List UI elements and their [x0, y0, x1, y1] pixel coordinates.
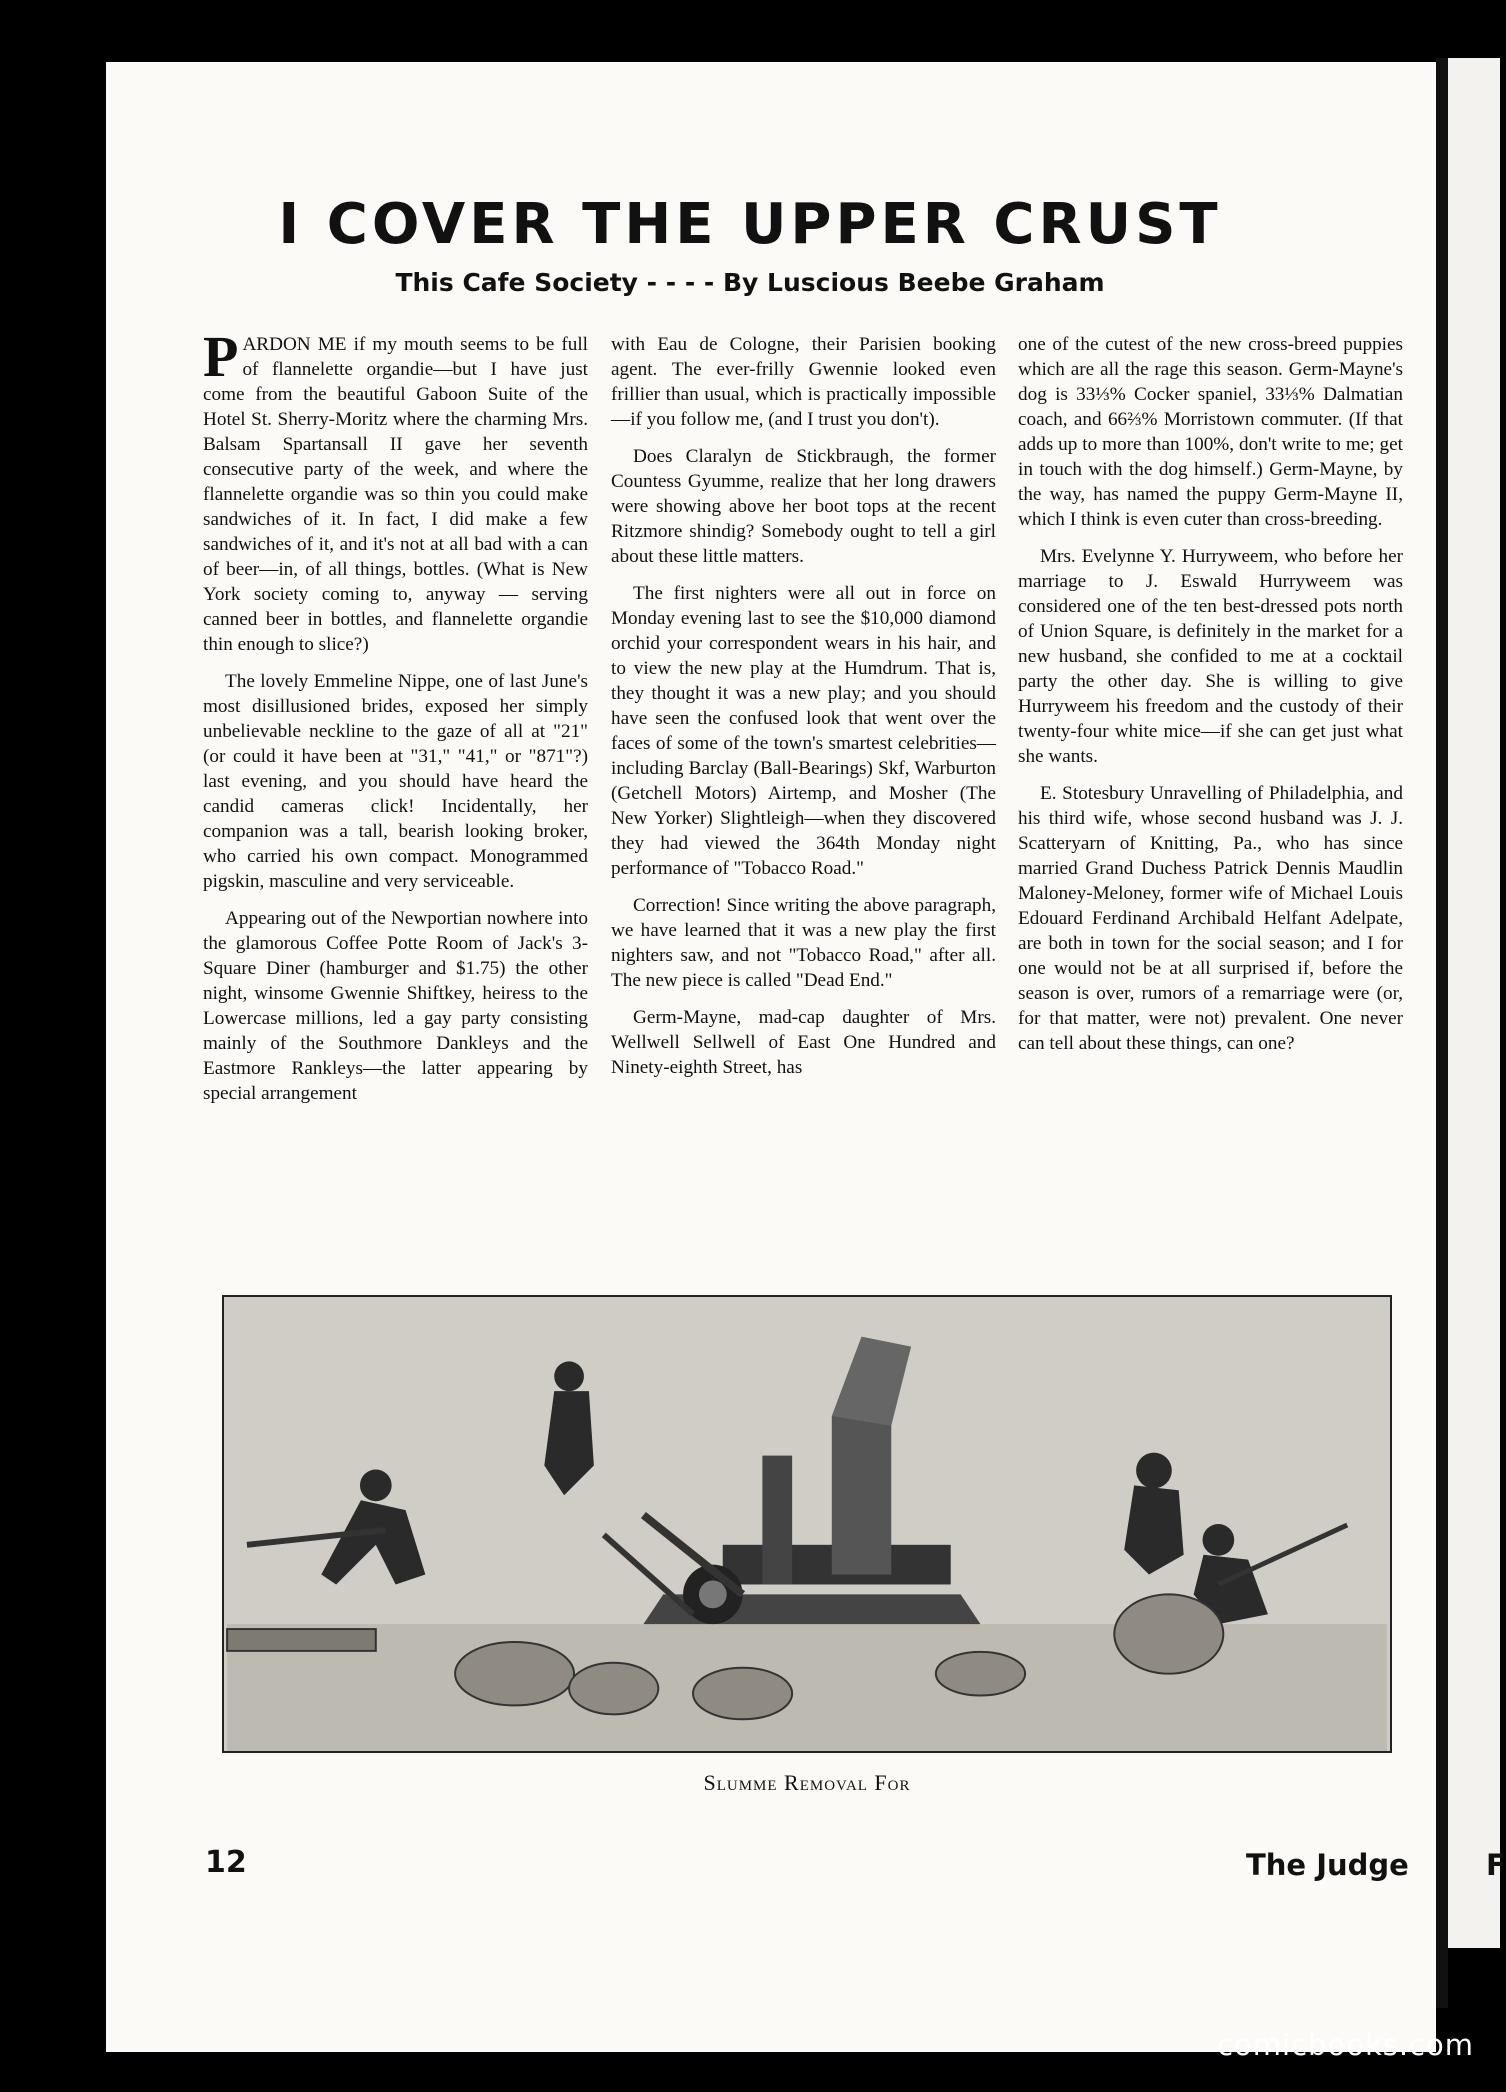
paragraph: Appearing out of the Newportian nowhere into the glamorous Coffee Potte Room of Jack's 3-Square Diner (hamburger and $1.75) the other night, winsome Gwennie Shiftkey, heiress to the Lowercase millions, led a gay party consisting mainly of the Southmore Dankleys and the Eastmore Rankleys—the latter appearing by special arrangement — [203, 908, 588, 1104]
text-column-2 — [611, 332, 996, 1092]
article-subtitle: This Cafe Society - - - - By Luscious Beebe Graham — [395, 268, 1105, 297]
article-title: I COVER THE UPPER CRUST — [278, 192, 1222, 257]
facing-page-edge — [1448, 58, 1500, 1948]
drop-cap: P — [203, 324, 239, 389]
magazine-name: The Judge — [1246, 1848, 1409, 1882]
watermark: comicbooks.com — [1217, 2028, 1474, 2062]
cartoon-drawing — [224, 1297, 1390, 1751]
paragraph: The first nighters were all out in force on Monday evening last to see the $10,000 diamond orchid your correspondent wears in his hair, and to view the new play at the Humdrum. That is, they thought it was a new play; and you should have seen the confused look that went over the faces of some of the town's smartest celebrities—including Barclay (Ball-Bearings) Skf, Warburton (Getchell Motors) Airtemp, and Mosher (The New Yorker) Slightleigh—when they discovered they had viewed the 364th Monday night performance of "Tobacco Road." — [611, 583, 996, 879]
page-spine — [1436, 58, 1448, 2008]
paragraph: E. Stotesbury Unravelling of Philadelphia, and his third wife, whose second husband was J. J. Scatteryarn of Knitting, Pa., who has since married Grand Duchess Patrick Dennis Maudlin Maloney-Meloney, former wife of Michael Louis Edouard Ferdinand Archibald Helfant Adelpate, are both in town for the social season; and I for one would not be at all surprised if, before the season is over, rumors of a remarriage were (or, for that matter, were not) prevalent. One never can tell about these things, can one? — [1018, 783, 1403, 1054]
cartoon-illustration — [222, 1295, 1392, 1753]
paragraph: The lovely Emmeline Nippe, one of last June's most disillusioned brides, exposed her simply unbelievable neckline to the gaze of all at "21" (or could it have been at "31," "41," or "871"?) last evening, and you should have heard the candid cameras click! Incidentally, her companion was a tall, bearish looking broker, who carried his own compact. Monogrammed pigskin, masculine and very serviceable. — [203, 671, 588, 892]
text-column-3 — [1018, 332, 1403, 1068]
paragraph: PARDON ME if my mouth seems to be full of flannelette organdie—but I have just come from the beautiful Gaboon Suite of the Hotel St. Sherry-Moritz where the charming Mrs. Balsam Spartansall II gave her seventh consecutive party of the week, and where the flannelette organdie was so thin you could make sandwiches of it. In fact, I did make a few sandwiches of it, and it's not at all bad with a can of beer—in, of all things, bottles. (What is New York society coming to, anyway — serving canned beer in bottles, and flannelette organdie thin enough to slice?) — [203, 324, 588, 655]
paragraph: Germ-Mayne, mad-cap daughter of Mrs. Wellwell Sellwell of East One Hundred and Ninety-eighth Street, has — [611, 1007, 996, 1078]
illustration-caption: Slumme Removal For — [703, 1770, 911, 1795]
paragraph: Mrs. Evelynne Y. Hurryweem, who before her marriage to J. Eswald Hurryweem was considered one of the ten best-dressed pots north of Union Square, is definitely in the market for a new husband, she confided to me at a cocktail party the other day. She is willing to give Hurryweem his freedom and the custody of their twenty-four white mice—if she can get just what she wants. — [1018, 546, 1403, 767]
next-page-fragment: F — [1486, 1848, 1506, 1882]
text-column-1 — [203, 324, 588, 1118]
paragraph: with Eau de Cologne, their Parisien booking agent. The ever-frilly Gwennie looked even frillier than usual, which is practically impossible—if you follow me, (and I trust you don't). — [611, 334, 996, 430]
paragraph: one of the cutest of the new cross-breed puppies which are all the rage this season. Germ-Mayne's dog is 33⅓% Cocker spaniel, 33⅓% Dalmatian coach, and 66⅔% Morristown commuter. (If that adds up to more than 100%, don't write to me; get in touch with the dog himself.) Germ-Mayne, by the way, has named the puppy Germ-Mayne II, which I think is even cuter than cross-breeding. — [1018, 334, 1403, 530]
paragraph: Does Claralyn de Stickbraugh, the former Countess Gyumme, realize that her long drawers were showing above her boot tops at the recent Ritzmore shindig? Somebody ought to tell a girl about these little matters. — [611, 446, 996, 567]
page-number: 12 — [205, 1845, 247, 1880]
paragraph: Correction! Since writing the above paragraph, we have learned that it was a new play the first nighters saw, and not "Tobacco Road," after all. The new piece is called "Dead End." — [611, 895, 996, 991]
